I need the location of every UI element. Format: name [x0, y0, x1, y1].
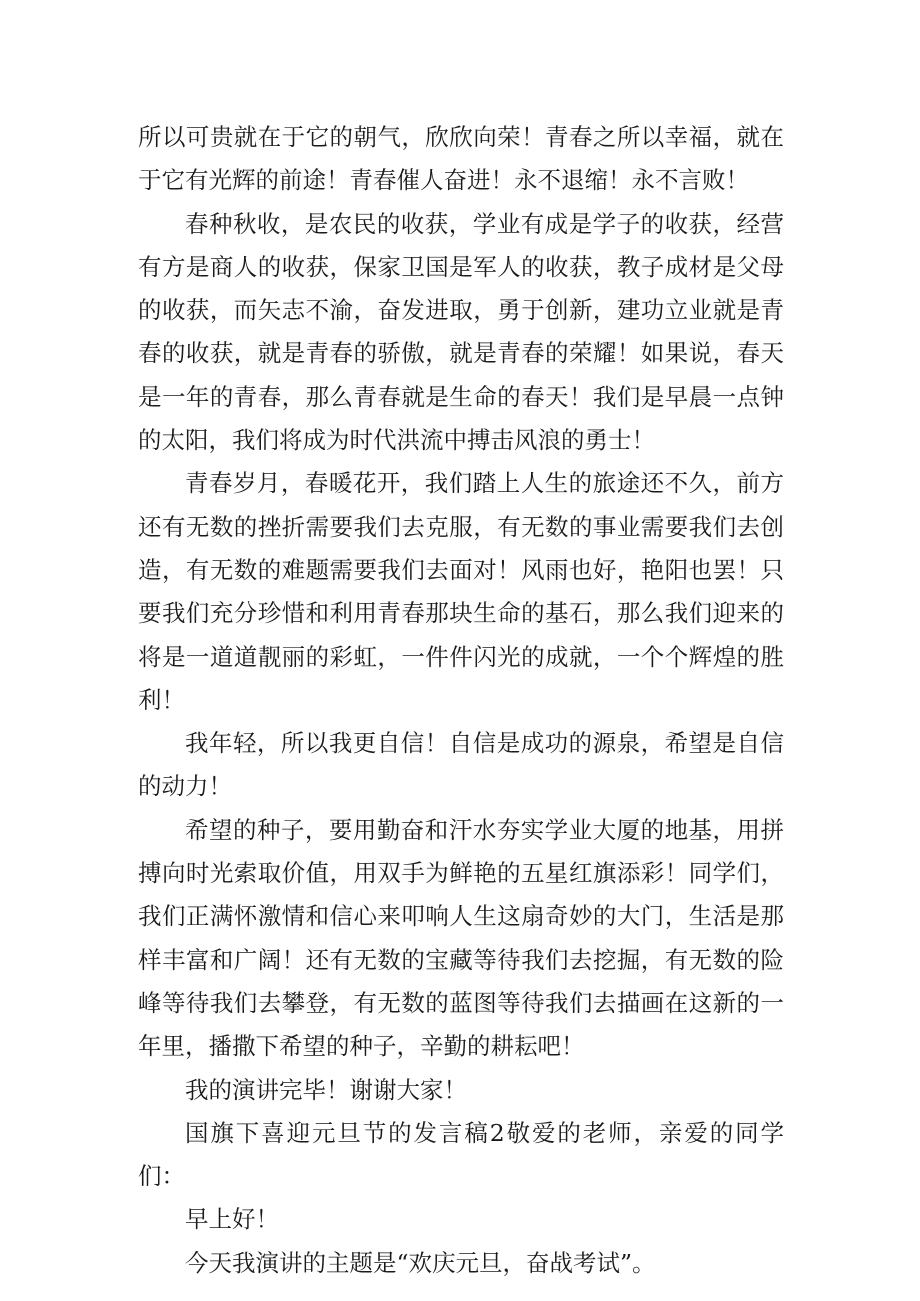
paragraph-seeds-of-hope: 希望的种子，要用勤奋和汗水夯实学业大厦的地基，用拼搏向时光索取价值，用双手为鲜艳的五星红旗添彩！同学们，我们正满怀激情和信心来叩响人生这扇奇妙的大门，生活是那样丰富和广阔！还有无数的宝藏等待我们去挖掘，有无数的险峰等待我们去攀登，有无数的蓝图等待我们去描画在这新的一年里，播撒下希望的种子，辛勤的耕耘吧！	[138, 815, 784, 1061]
paragraph-confidence: 我年轻，所以我更自信！自信是成功的源泉，希望是自信的动力！	[138, 729, 784, 801]
paragraph-closing: 我的演讲完毕！谢谢大家！	[185, 1075, 467, 1104]
paragraph-greeting: 早上好！	[185, 1205, 279, 1234]
document-body	[138, 116, 784, 1285]
paragraph-harvest: 春种秋收，是农民的收获，学业有成是学子的收获，经营有方是商人的收获，保家卫国是军人的收获，教子成材是父母的收获，而矢志不渝，奋发进取，勇于创新，建功立业就是青春的收获，就是青春的骄傲，就是青春的荣耀！如果说，春天是一年的青春，那么青春就是生命的春天！我们是早晨一点钟的太阳，我们将成为时代洪流中搏击风浪的勇士！	[138, 209, 784, 455]
paragraph-continuation: 所以可贵就在于它的朝气，欣欣向荣！青春之所以幸福，就在于它有光辉的前途！青春催人奋进！永不退缩！永不言败！	[138, 123, 784, 195]
paragraph-topic: 今天我演讲的主题是“欢庆元旦，奋战考试”。	[185, 1248, 656, 1277]
paragraph-speech-2-title: 国旗下喜迎元旦节的发言稿2敬爱的老师，亲爱的同学们：	[138, 1118, 784, 1191]
paragraph-youth-years: 青春岁月，春暖花开，我们踏上人生的旅途还不久，前方还有无数的挫折需要我们去克服，有无数的事业需要我们去创造，有无数的难题需要我们去面对！风雨也好，艳阳也罢！只要我们充分珍惜和利用青春那块生命的基石，那么我们迎来的将是一道道靓丽的彩虹，一件件闪光的成就，一个个辉煌的胜利！	[138, 469, 784, 714]
